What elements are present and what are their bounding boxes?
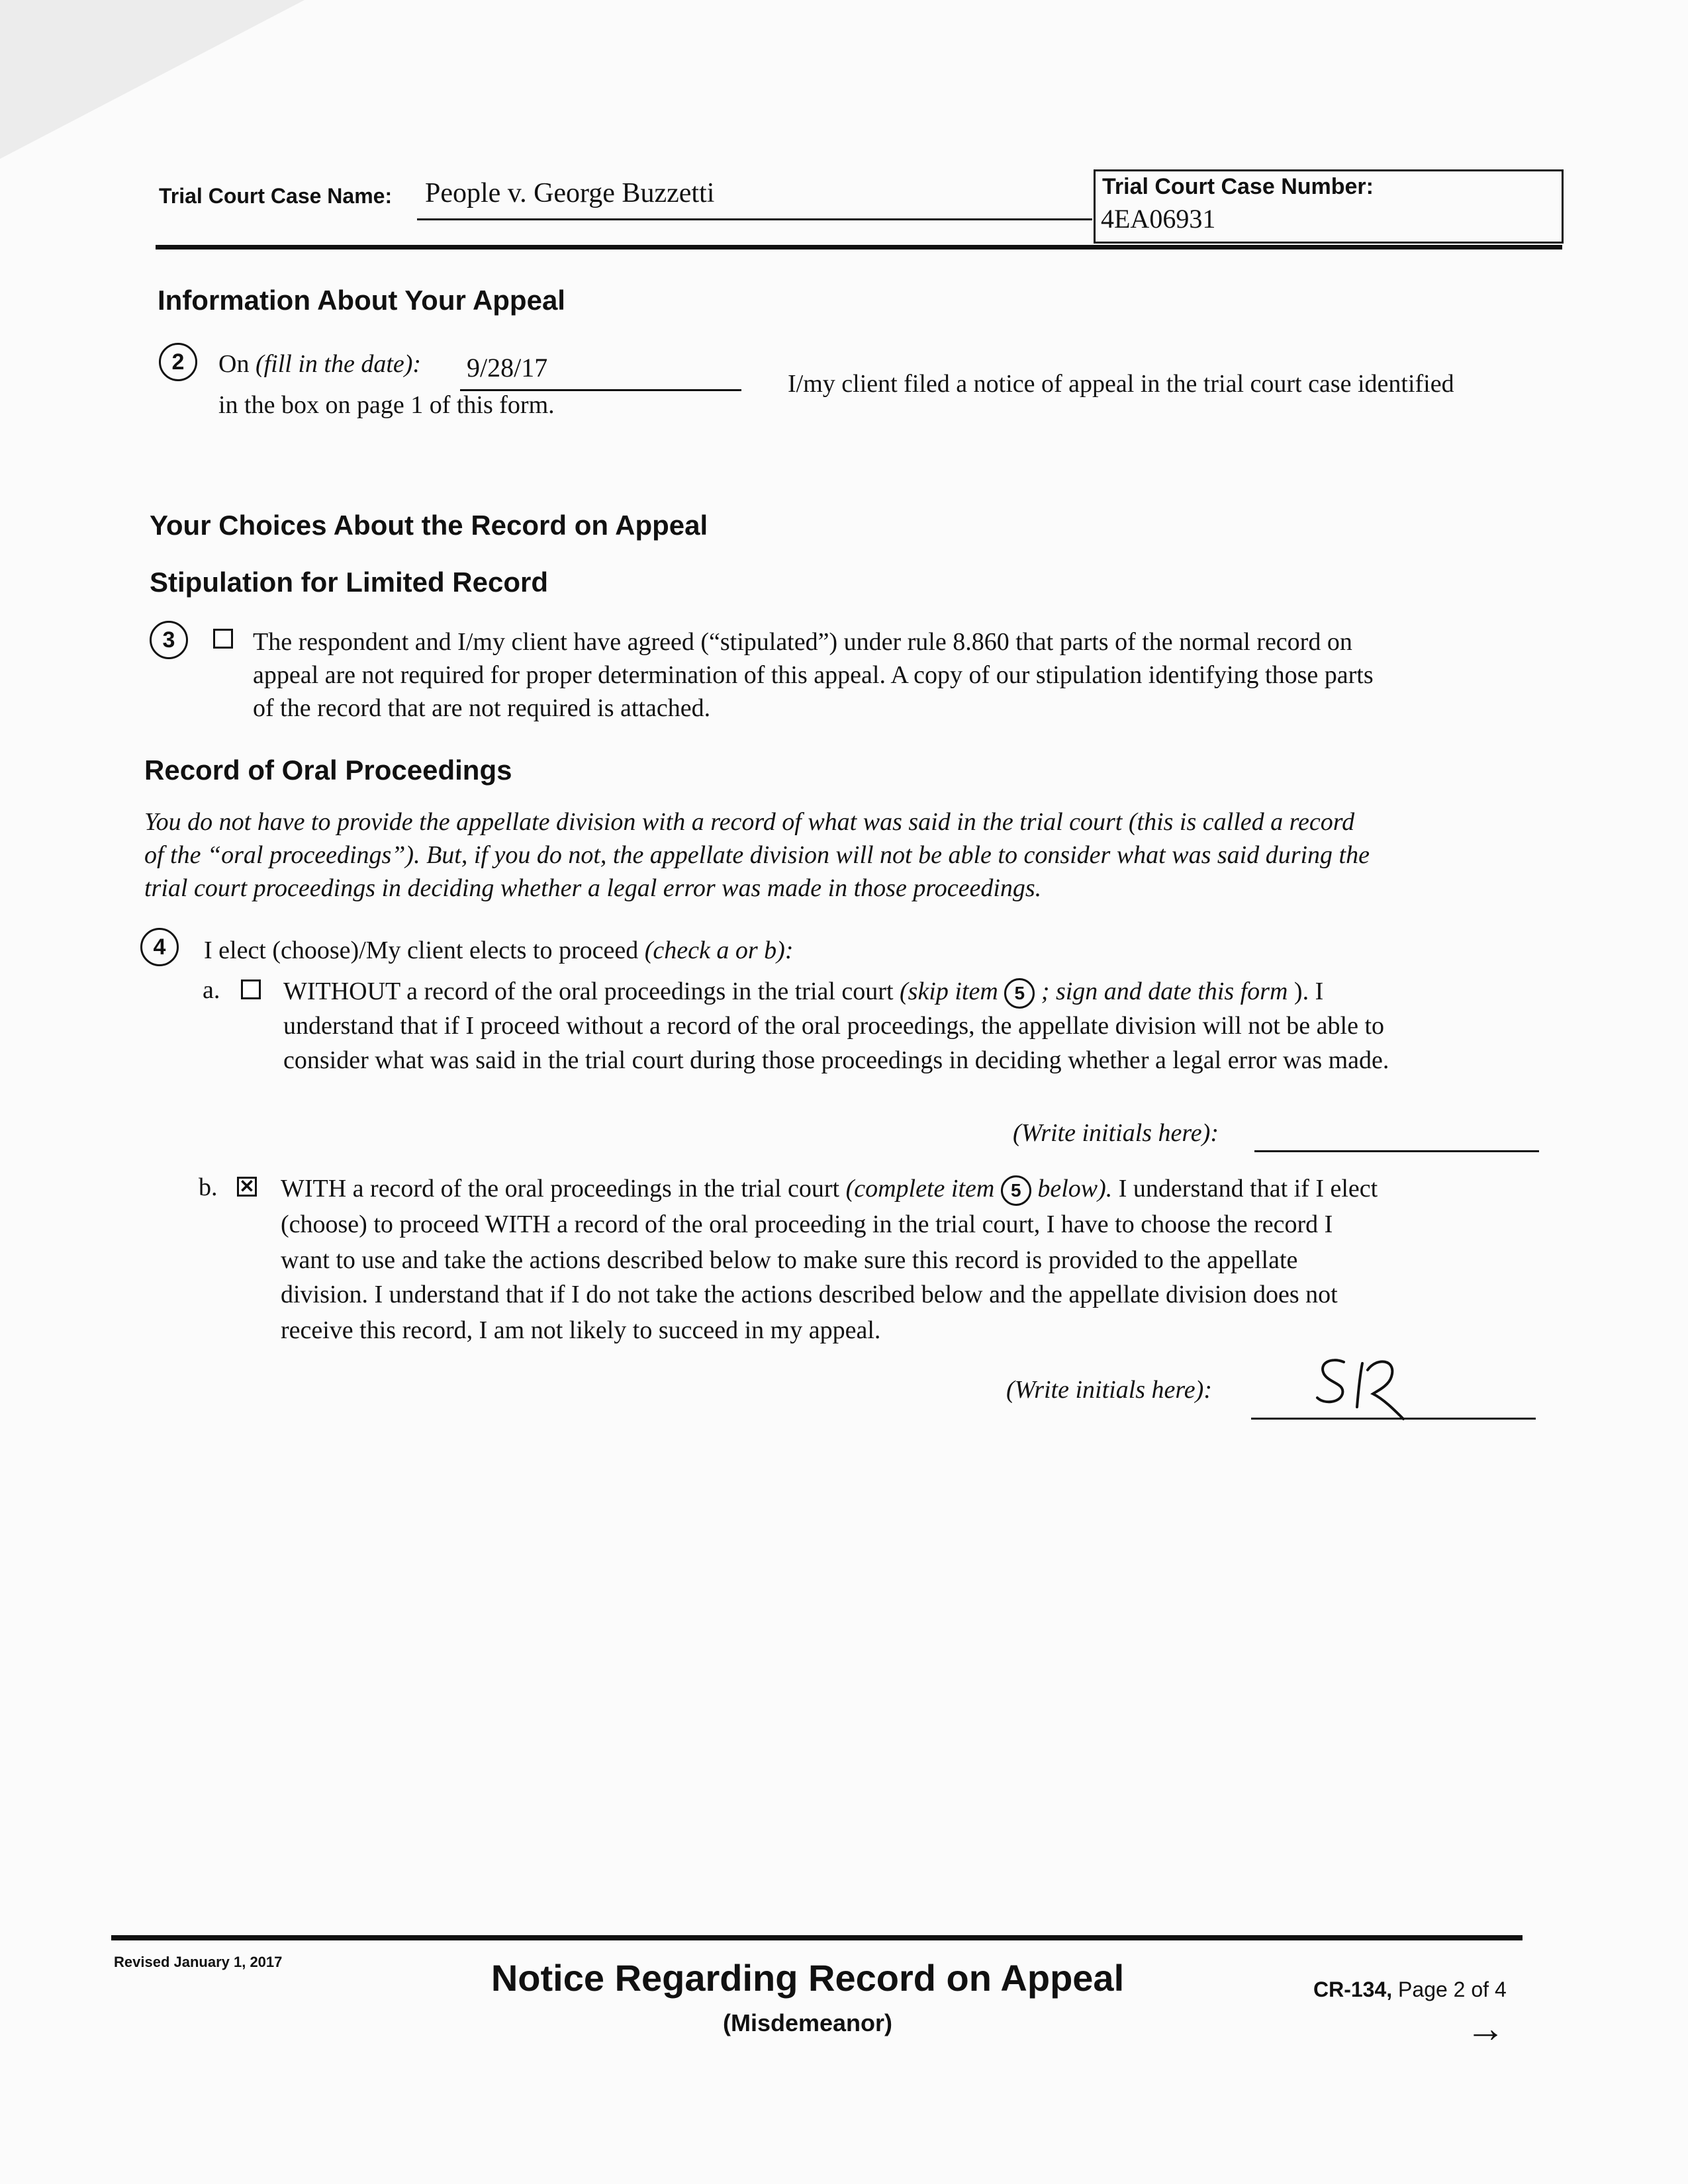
option-b-initials-label: (Write initials here): [1006, 1376, 1212, 1404]
item-2-line1 [218, 348, 421, 380]
option-a-hint-a: (skip item [900, 978, 998, 1005]
item-2-text-right: I/my client filed a notice of appeal in the trial court case identified [788, 370, 1454, 398]
revised-date: Revised January 1, 2017 [114, 1954, 283, 1970]
option-b-line5: receive this record, I am not likely to succeed in my appeal. [281, 1316, 881, 1344]
appeal-date-field[interactable]: 9/28/17 [460, 352, 741, 391]
option-b-line1 [281, 1173, 1378, 1206]
option-a-item-5-ref: 5 [1004, 978, 1035, 1009]
option-b-line1-start: WITH a record of the oral proceedings in the trial court [281, 1175, 840, 1203]
form-title: Notice Regarding Record on Appeal [491, 1957, 1125, 1999]
item-4-number: 4 [140, 928, 179, 966]
option-a-line3: consider what was said in the trial court during those proceedings in deciding whether a legal error was made. [283, 1046, 1389, 1074]
option-a-initials-field[interactable] [1254, 1118, 1539, 1152]
section-heading-oral: Record of Oral Proceedings [144, 754, 512, 786]
option-a-letter: a. [203, 976, 220, 1004]
page-number: Page 2 of 4 [1398, 1978, 1507, 2001]
form-page-info [1313, 1978, 1507, 2002]
option-a-line2: understand that if I proceed without a record of the oral proceedings, the appellate division will not be able to [283, 1012, 1385, 1040]
item-3-line1: The respondent and I/my client have agreed (“stipulated”) under rule 8.860 that parts of the normal record on [253, 628, 1352, 656]
option-a-hint-b: ; sign and date this form [1041, 978, 1288, 1005]
header-divider [156, 245, 1562, 250]
option-b-line3: want to use and take the actions described below to make sure this record is provided to the appellate [281, 1246, 1298, 1274]
item-4-elect [204, 934, 793, 966]
option-b-letter: b. [199, 1173, 218, 1201]
oral-intro-line1: You do not have to provide the appellate division with a record of what was said in the trial court (this is called a record [144, 808, 1355, 836]
option-a-line1-end: ). I [1293, 978, 1324, 1005]
item-2-number: 2 [159, 343, 197, 381]
subheading-stipulation: Stipulation for Limited Record [150, 567, 549, 598]
section-heading-appeal-info: Information About Your Appeal [158, 285, 565, 316]
case-number-label: Trial Court Case Number: [1102, 174, 1374, 199]
page-corner-fold [0, 0, 305, 159]
case-name-value: People v. George Buzzetti [425, 178, 715, 208]
oral-intro-line2: of the “oral proceedings”). But, if you do not, the appellate division will not be able to consider what was said during the [144, 841, 1370, 869]
stipulation-checkbox[interactable] [213, 629, 233, 649]
option-b-line1-end: I understand that if I elect [1118, 1175, 1378, 1203]
option-b-hint-b: below). [1037, 1175, 1113, 1203]
option-b-initials-field[interactable] [1251, 1370, 1536, 1420]
option-a-line1-start: WITHOUT a record of the oral proceedings in the trial court [283, 978, 894, 1005]
elect-hint: (check a or b): [644, 936, 794, 964]
section-heading-choices: Your Choices About the Record on Appeal [150, 510, 708, 541]
option-a-checkbox[interactable] [241, 979, 261, 999]
footer-divider [111, 1935, 1523, 1940]
case-name-label: Trial Court Case Name: [159, 184, 393, 208]
option-b-line2: (choose) to proceed WITH a record of the oral proceeding in the trial court, I have to choose the record I [281, 1210, 1333, 1238]
case-number-value: 4EA06931 [1101, 204, 1216, 234]
option-b-item-5-ref: 5 [1001, 1175, 1031, 1206]
form-id: CR-134, [1313, 1978, 1393, 2001]
on-prefix: On [218, 350, 250, 378]
item-2-line2: in the box on page 1 of this form. [218, 391, 555, 419]
form-subtitle: (Misdemeanor) [722, 2009, 893, 2036]
initials-signature [1304, 1350, 1423, 1423]
item-3-line2: appeal are not required for proper determination of this appeal. A copy of our stipulation identifying those parts [253, 661, 1374, 689]
option-a-initials-label: (Write initials here): [1013, 1119, 1219, 1147]
option-b-checkbox[interactable]: ✕ [237, 1177, 257, 1197]
item-3-line3: of the record that are not required is attached. [253, 694, 711, 722]
case-number-box [1094, 169, 1564, 244]
option-b-line4: division. I understand that if I do not take the actions described below and the appellate division does not [281, 1281, 1338, 1308]
item-3-number: 3 [150, 621, 188, 659]
elect-text: I elect (choose)/My client elects to proceed [204, 936, 639, 964]
oral-intro-line3: trial court proceedings in deciding whether a legal error was made in those proceedings. [144, 874, 1042, 902]
option-b-hint-a: (complete item [845, 1175, 995, 1203]
option-a-line1 [283, 976, 1323, 1009]
case-name-underline [417, 218, 1092, 220]
fill-hint: (fill in the date): [255, 350, 422, 378]
next-page-arrow-icon: → [1466, 2006, 1505, 2050]
